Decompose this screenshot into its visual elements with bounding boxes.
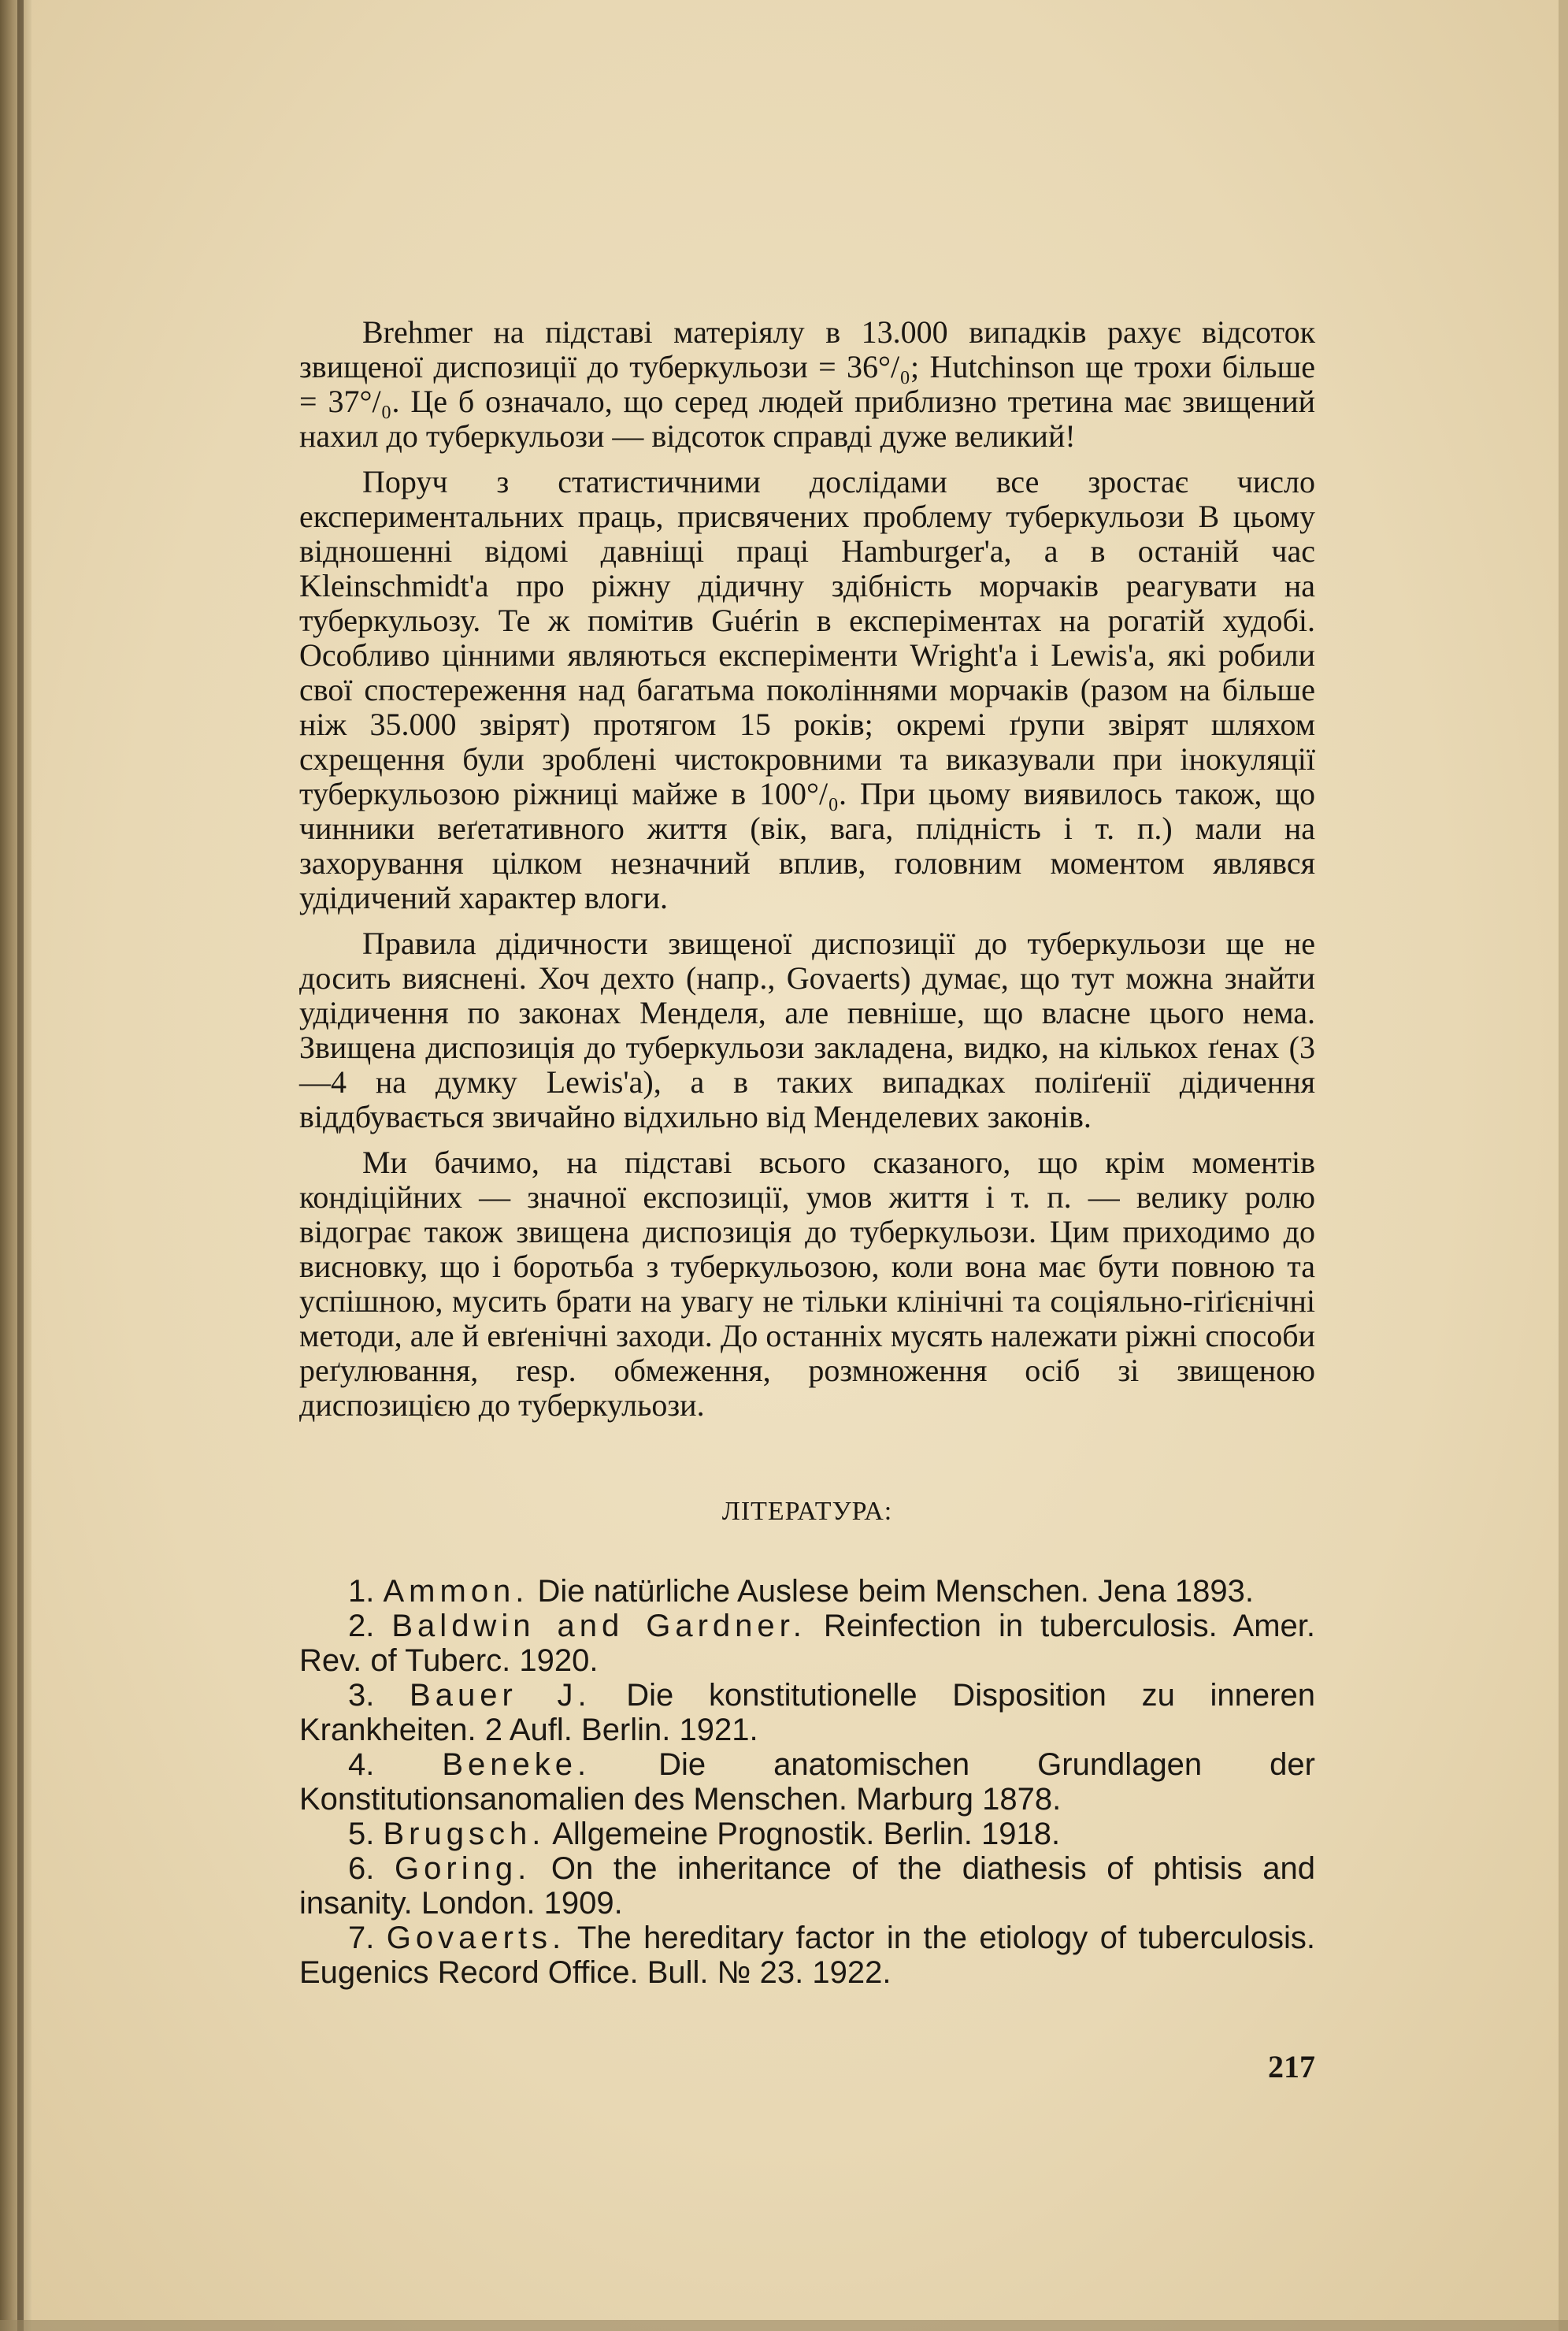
- reference-number: 7.: [348, 1921, 375, 1955]
- page-edge-right: [1559, 0, 1568, 2331]
- paragraph-2: Поруч з статистичними дослідами все зростає число експериментальних праць, присвячених проблему туберкульози В цьому відношенні відомі давніщі праці Hamburger'a, а в останій час Kleinschmidt'a про ріжну дідичну здібність морчаків реагувати на туберкульозу. Те ж помітив Guérin в експеріментах на рогатій худобі. Особливо цінними являються експеріменти Wright'a і Lewis'a, які робили свої спостереження над багатьма поколіннями морчаків (разом на більше ніж 35.000 звірят) протягом 15 років; окремі ґрупи звірят шляхом схрещення були зроблені чистокровними та виказували при інокуляції туберкульозою ріжниці майже в 100°/₀. При цьому виявилось також, що чинники веґетативного життя (вік, вага, плідність і т. п.) мали на захорування цілком незначний вплив, головним моментом являвся удідичений характер влоги.: [299, 464, 1315, 915]
- book-spine: [0, 0, 32, 2331]
- literature-heading: ЛІТЕРАТУРА:: [721, 1497, 893, 1526]
- reference-text: The hereditary factor in the etiology of tuberculosis. Eugenics Record Office. Bull. № 23. 1922.: [299, 1921, 1316, 1990]
- reference-item: [299, 1921, 1315, 1990]
- reference-number: 2.: [348, 1609, 375, 1643]
- paragraph-4: Ми бачимо, на підставі всього сказаного, що крім моментів кондіційних — значної експозиції, умов життя і т. п. — велику ролю відограє також звищена диспозиція до туберкульози. Цим приходимо до висновку, що і боротьба з туберкульозою, коли вона має бути повною та успішною, мусить брати на увагу не тільки клінічні та соціяльно-гіґієнічні методи, але й евґенічні заходи. До останніх мусять належати ріжні способи реґулювання, resp. обмеження, розмноження осіб зі звищеною диспозицією до туберкульози.: [299, 1145, 1315, 1423]
- reference-number: 6.: [348, 1851, 375, 1886]
- reference-text: On the inheritance of the diathesis of phtisis and insanity. London. 1909.: [299, 1851, 1315, 1921]
- reference-author: Goring.: [395, 1851, 532, 1886]
- reference-number: 4.: [348, 1747, 375, 1782]
- references-list: [299, 1574, 1315, 1990]
- reference-text: Die konstitutionelle Disposition zu inneren Krankheiten. 2 Aufl. Berlin. 1921.: [299, 1678, 1315, 1747]
- page-edge-bottom: [0, 2320, 1568, 2331]
- reference-text: Die anatomischen Grundlagen der Konstitutionsanomalien des Menschen. Marburg 1878.: [299, 1747, 1315, 1817]
- reference-item: [299, 1609, 1315, 1678]
- reference-item: [299, 1678, 1315, 1747]
- reference-author: Ammon.: [383, 1574, 529, 1609]
- reference-text: Die natürliche Auslese beim Menschen. Jena 1893.: [537, 1574, 1254, 1609]
- reference-author: Bauer J.: [410, 1678, 591, 1713]
- reference-author: Baldwin and Gardner.: [391, 1609, 806, 1643]
- page-number: 217: [1268, 2049, 1315, 2084]
- spine-shadow: [17, 0, 24, 2331]
- reference-author: Govaerts.: [386, 1921, 566, 1955]
- body-text: [299, 315, 1315, 1434]
- reference-text: Allgemeine Prognostik. Berlin. 1918.: [552, 1817, 1061, 1851]
- reference-item: [299, 1747, 1315, 1817]
- reference-author: Brugsch.: [383, 1817, 546, 1851]
- reference-author: Beneke.: [442, 1747, 591, 1782]
- reference-number: 3.: [348, 1678, 375, 1713]
- paragraph-1: Brehmer на підставі матеріялу в 13.000 випадків рахує відсоток звищеної диспозиції до туберкульози = 36°/₀; Hutchinson ще трохи більше = 37°/₀. Це б означало, що серед людей приблизно третина має звищений нахил до туберкульози — відсоток справді дуже великий!: [299, 314, 1315, 454]
- reference-text: Reinfection in tuberculosis. Amer. Rev. of Tuberc. 1920.: [299, 1609, 1315, 1678]
- reference-number: 5.: [348, 1817, 375, 1851]
- reference-item: [299, 1817, 1315, 1851]
- reference-item: [299, 1851, 1315, 1921]
- reference-item: [299, 1574, 1315, 1609]
- paragraph-3: Правила дідичности звищеної диспозиції до туберкульози ще не досить вияснені. Хоч дехто (напр., Govaerts) думає, що тут можна знайти удідичення по законах Менделя, але певніше, що власне цього нема. Звищена диспозиція до туберкульози закладена, видко, на кількох ґенах (3—4 на думку Lewis'a), а в таких випадках поліґенії дідичення віддбувається звичайно відхильно від Менделевих законів.: [299, 926, 1315, 1134]
- reference-number: 1.: [348, 1574, 375, 1609]
